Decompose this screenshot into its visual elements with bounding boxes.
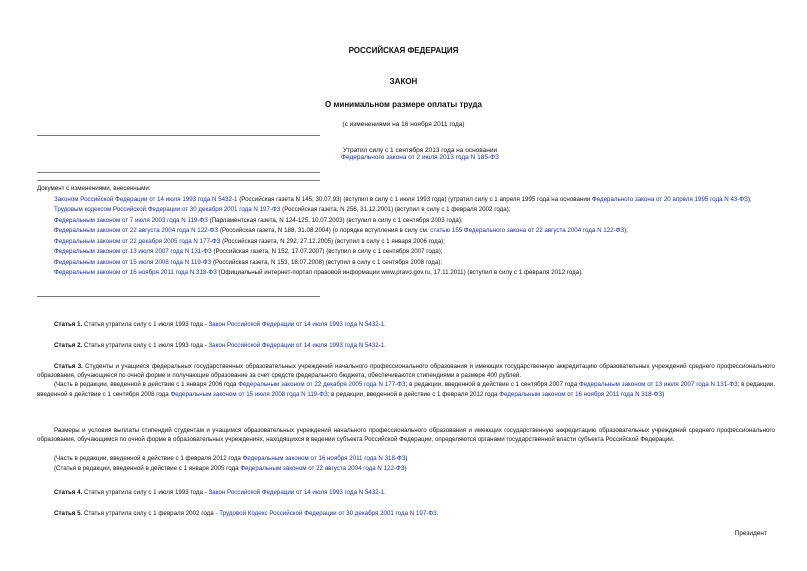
divider: [37, 180, 320, 181]
divider: [37, 172, 320, 173]
repeal-law-link[interactable]: Федерального закона от 2 июля 2013 года N 185-ФЗ: [341, 154, 499, 161]
article-3-part-2: Размеры и условия выплаты стипендий студентам и учащимся образовательных учреждений начального профессионального образования и имеющих государственную аккредитацию образовательных учреждений среднего профессионального образования, обучающимся по очной форме в образовательных учреждениях, находящихся в ведении субъекта Российской Федерации, определяются органами государственной власти субъекта Российской Федерации.: [37, 427, 775, 444]
amendment-link[interactable]: Федеральным законом от 22 августа 2004 года N 122-ФЗ: [54, 227, 219, 234]
amendment-link[interactable]: Федерального закона от 20 апреля 1995 года N 43-ФЗ: [591, 195, 748, 203]
amendment-link[interactable]: Федеральным законом от 22 декабря 2005 года N 177-ФЗ: [54, 237, 221, 245]
amendment-link[interactable]: Федеральным законом от 16 ноября 2011 года N 318-ФЗ: [54, 269, 217, 276]
edition-link[interactable]: Федеральным законом от 16 ноября 2011 года N 318-ФЗ: [242, 455, 406, 462]
repeal-status: [320, 147, 520, 161]
edition-link[interactable]: Федеральным законом от 22 декабря 2005 года N 177-ФЗ: [238, 381, 406, 389]
article-link[interactable]: Трудовой Кодекс Российской Федерации от 30 декабря 2001 года N 197-ФЗ: [219, 510, 437, 517]
list-item: Федеральным законом от 7 июля 2003 года N 119-ФЗ (Парламентская газета, N 124-125, 10.07.2003) (вступил в силу с 1 сентября 2003 года);: [54, 216, 463, 224]
list-item: Федеральным законом от 22 августа 2004 года N 122-ФЗ (Российская газета, N 188, 31.08.2004) (о порядке вступления в силу см. статью 155 Федерального закона от 22 августа 2004 года N 122-ФЗ);: [54, 227, 628, 234]
amendment-link[interactable]: статью 155 Федерального закона от 22 августа 2004 года N 122-ФЗ: [430, 227, 625, 234]
article-5: Статья 5. Статья утратила силу с 1 февраля 2002 года - Трудовой Кодекс Российской Федерации от 30 декабря 2001 года N 197-ФЗ.: [54, 510, 439, 517]
divider: [37, 296, 320, 297]
article-2: Статья 2. Статья утратила силу с 1 июля 1993 года - Закон Российской Федерации от 14 июля 1993 года N 5432-1.: [54, 342, 386, 349]
amendment-link[interactable]: Федеральным законом от 15 июля 2008 года N 119-ФЗ: [54, 258, 212, 266]
article-3-edition-note-2: (Часть в редакции, введенной в действие с 1 февраля 2012 года Федеральным законом от 16 ноября 2011 года N 318-ФЗ): [54, 455, 408, 462]
article-label: Статья 5.: [54, 510, 83, 517]
article-3-part-1: Статья 3. Студенты и учащиеся федеральных государственных образовательных учреждений начального профессионального образования и имеющих государственную аккредитацию образовательных учреждений среднего профессионального образования, обучающиеся по очной форме и получающие образование за счет средств федерального бюджета, обеспечиваются стипендиями в размере 400 рублей.: [37, 363, 775, 380]
document-title: О минимальном размере оплаты труда: [325, 100, 482, 109]
article-label: Статья 1.: [54, 321, 83, 328]
list-item: Федеральным законом от 13 июля 2007 года N 131-ФЗ (Российская газета, N 152, 17.07.2007) (вступил в силу с 1 сентября 2007 года);: [54, 248, 443, 255]
edition-link[interactable]: Федеральным законом от 16 ноября 2011 года N 318-ФЗ: [499, 390, 663, 398]
article-3: [37, 362, 775, 399]
document-type: ЗАКОН: [389, 77, 418, 86]
list-item: Федеральным законом от 16 ноября 2011 года N 318-ФЗ (Официальный интернет-портал правовой информации www.pravo.gov.ru, 17.11.2011) (вступил в силу с 1 февраля 2012 года).: [54, 269, 583, 276]
article-link[interactable]: Закон Российской Федерации от 14 июля 1993 года N 5432-1: [208, 489, 385, 496]
list-item: Законом Российской Федерации от 14 июля 1993 года N 5432-1 (Российская газета N 145, 30.07.93) (вступил в силу с 1 июля 1993 года) (утратил силу с 1 апреля 1995 года на основании Федерального закона от 20 апреля 1995 года N 43-ФЗ);: [54, 195, 752, 203]
article-link[interactable]: Закон Российской Федерации от 14 июля 1993 года N 5432-1: [208, 342, 385, 349]
divider: [37, 135, 320, 136]
edition-link[interactable]: Федеральным законом от 13 июля 2007 года N 131-ФЗ: [579, 381, 738, 389]
article-label: Статья 3.: [54, 363, 83, 370]
amendment-link[interactable]: Законом Российской Федерации от 14 июля 1993 года N 5432-1: [54, 195, 238, 203]
repeal-status-text: Утратил силу с 1 сентября 2013 года на основании: [342, 147, 498, 154]
article-label: Статья 2.: [54, 342, 83, 349]
signature-president: Президент: [734, 530, 767, 537]
country-heading: РОССИЙСКАЯ ФЕДЕРАЦИЯ: [348, 46, 459, 55]
list-item: Трудовым кодексом Российской Федерации от 30 декабря 2001 года N 197-ФЗ (Российская газета, N 256, 31.12.2001) (вступил в силу с 1 февраля 2002 года);: [54, 206, 511, 213]
amendment-link[interactable]: Трудовым кодексом Российской Федерации от 30 декабря 2001 года N 197-ФЗ: [54, 206, 281, 213]
article-1: Статья 1. Статья утратила силу с 1 июля 1993 года - Закон Российской Федерации от 14 июля 1993 года N 5432-1.: [54, 321, 386, 328]
article-link[interactable]: Закон Российской Федерации от 14 июля 1993 года N 5432-1: [208, 321, 385, 328]
article-3-edition-note: (Часть в редакции, введенной в действие с 1 января 2006 года Федеральным законом от 22 декабря 2005 года N 177-ФЗ; в редакции, введенной в действие с 1 сентября 2007 года Федеральным законом от 13 июля 2007 года N 131-ФЗ; в редакции, введенной в действие с 1 сентября 2008 года Федеральным законом от 15 июля 2008 года N 119-ФЗ; в редакции, введенной в действие с 1 февраля 2012 года Федеральным законом от 16 ноября 2011 года N 318-ФЗ): [37, 381, 775, 398]
amendments-list: [37, 184, 775, 279]
article-4: Статья 4. Статья утратила силу с 1 июля 1993 года - Закон Российской Федерации от 14 июля 1993 года N 5432-1.: [54, 489, 386, 496]
amendment-link[interactable]: Федеральным законом от 7 июля 2003 года N 119-ФЗ: [54, 216, 208, 224]
amendment-link[interactable]: Федеральным законом от 13 июля 2007 года N 131-ФЗ: [54, 248, 212, 255]
article-label: Статья 4.: [54, 489, 83, 496]
list-item: Федеральным законом от 22 декабря 2005 года N 177-ФЗ (Российская газета, N 292, 27.12.2005) (вступил в силу с 1 января 2006 года);: [54, 237, 445, 245]
edition-link[interactable]: Федеральным законом от 22 августа 2004 года N 122-ФЗ: [240, 465, 405, 472]
list-item: Федеральным законом от 15 июля 2008 года N 119-ФЗ (Российская газета, N 153, 18.07.2008) (вступил в силу с 1 сентября 2008 года);: [54, 258, 443, 266]
amended-note: (с изменениями на 16 ноября 2011 года): [342, 121, 465, 128]
article-3-edition-note-3: (Статья в редакции, введенной в действие с 1 января 2005 года Федеральным законом от 22 августа 2004 года N 122-ФЗ): [54, 465, 407, 472]
amendments-heading: Документ с изменениями, внесенными:: [37, 185, 151, 192]
edition-link[interactable]: Федеральным законом от 15 июля 2008 года N 119-ФЗ: [170, 390, 328, 398]
